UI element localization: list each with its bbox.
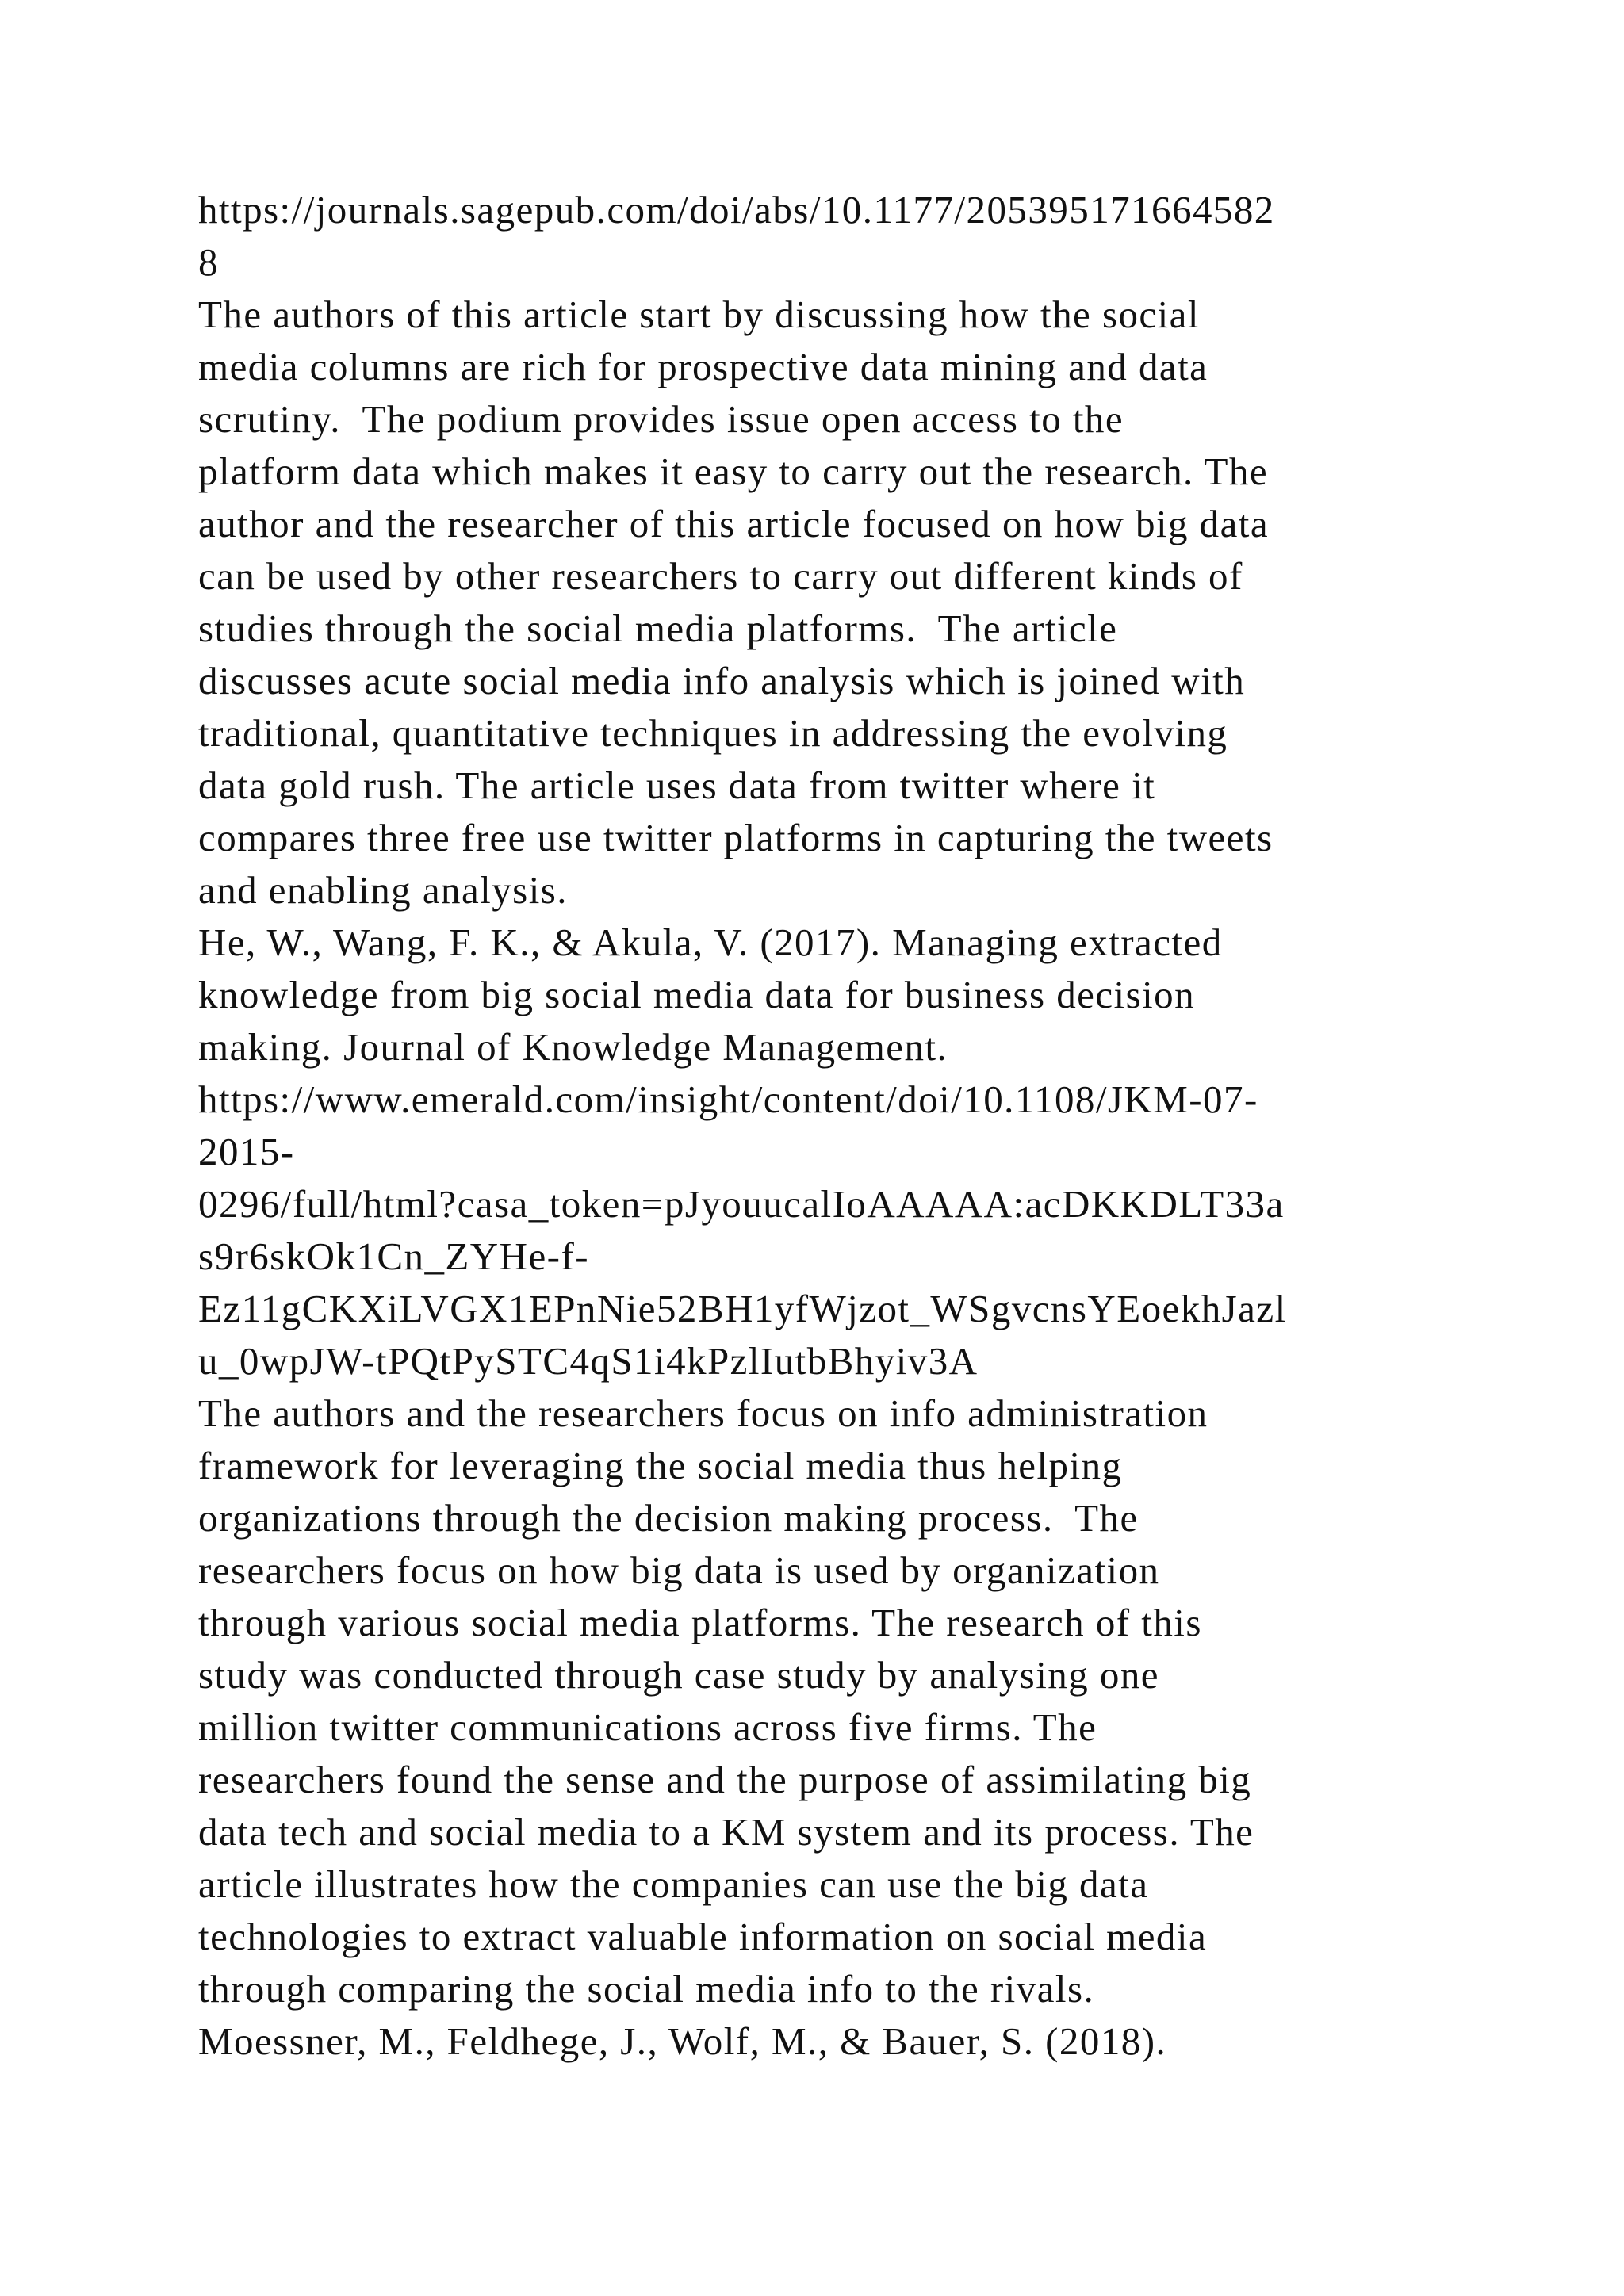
paragraph-line: researchers focus on how big data is used by organization	[198, 1548, 1160, 1592]
url-line: s9r6skOk1Cn_ZYHe-f-	[198, 1234, 589, 1278]
reference-line: Moessner, M., Feldhege, J., Wolf, M., & Bauer, S. (2018).	[198, 2019, 1167, 2063]
paragraph-line: discusses acute social media info analysis which is joined with	[198, 659, 1246, 702]
url-line: 2015-	[198, 1130, 295, 1173]
paragraph-line: through various social media platforms. The research of this	[198, 1601, 1202, 1644]
reference-line: knowledge from big social media data for business decision	[198, 973, 1196, 1016]
paragraph-line: article illustrates how the companies can use the big data	[198, 1862, 1149, 1906]
paragraph-line: studies through the social media platforms. The article	[198, 607, 1118, 650]
paragraph-line: can be used by other researchers to carry out different kinds of	[198, 554, 1243, 598]
url-line: 0296/full/html?casa_token=pJyouucalIoAAAAA:acDKKDLT33a	[198, 1182, 1285, 1226]
paragraph-line: media columns are rich for prospective data mining and data	[198, 345, 1208, 388]
paragraph-line: study was conducted through case study by analysing one	[198, 1653, 1159, 1697]
paragraph-line: organizations through the decision making process. The	[198, 1496, 1139, 1540]
paragraph-line: author and the researcher of this article focused on how big data	[198, 502, 1270, 545]
paragraph-line: through comparing the social media info to the rivals.	[198, 1967, 1095, 2011]
paragraph-line: compares three free use twitter platforms in capturing the tweets	[198, 816, 1274, 859]
paragraph-line: researchers found the sense and the purpose of assimilating big	[198, 1758, 1252, 1801]
paragraph-line: million twitter communications across five firms. The	[198, 1705, 1097, 1749]
paragraph-line: platform data which makes it easy to carry out the research. The	[198, 450, 1269, 493]
paragraph-line: The authors and the researchers focus on info administration	[198, 1391, 1208, 1435]
reference-line: making. Journal of Knowledge Management.	[198, 1025, 948, 1069]
paragraph-line: framework for leveraging the social media thus helping	[198, 1444, 1123, 1487]
url-line: Ez11gCKXiLVGX1EPnNie52BH1yfWjzot_WSgvcnsYEoekhJazl	[198, 1287, 1287, 1330]
url-line: u_0wpJW-tPQtPySTC4qS1i4kPzlIutbBhyiv3A	[198, 1339, 979, 1383]
url-line: https://www.emerald.com/insight/content/doi/10.1108/JKM-07-	[198, 1077, 1258, 1121]
url-line: https://journals.sagepub.com/doi/abs/10.1177/205395171664582	[198, 188, 1275, 232]
paragraph-line: data tech and social media to a KM system and its process. The	[198, 1810, 1254, 1854]
paragraph-line: traditional, quantitative techniques in addressing the evolving	[198, 711, 1228, 755]
paragraph-line: data gold rush. The article uses data from twitter where it	[198, 763, 1156, 807]
paragraph-line: and enabling analysis.	[198, 868, 568, 912]
reference-line: He, W., Wang, F. K., & Akula, V. (2017). Managing extracted	[198, 920, 1223, 964]
paragraph-line: The authors of this article start by discussing how the social	[198, 293, 1200, 336]
document-text	[198, 184, 1483, 2068]
paragraph-line: scrutiny. The podium provides issue open access to the	[198, 397, 1124, 441]
paragraph-line: technologies to extract valuable information on social media	[198, 1915, 1208, 1958]
url-line: 8	[198, 240, 219, 284]
